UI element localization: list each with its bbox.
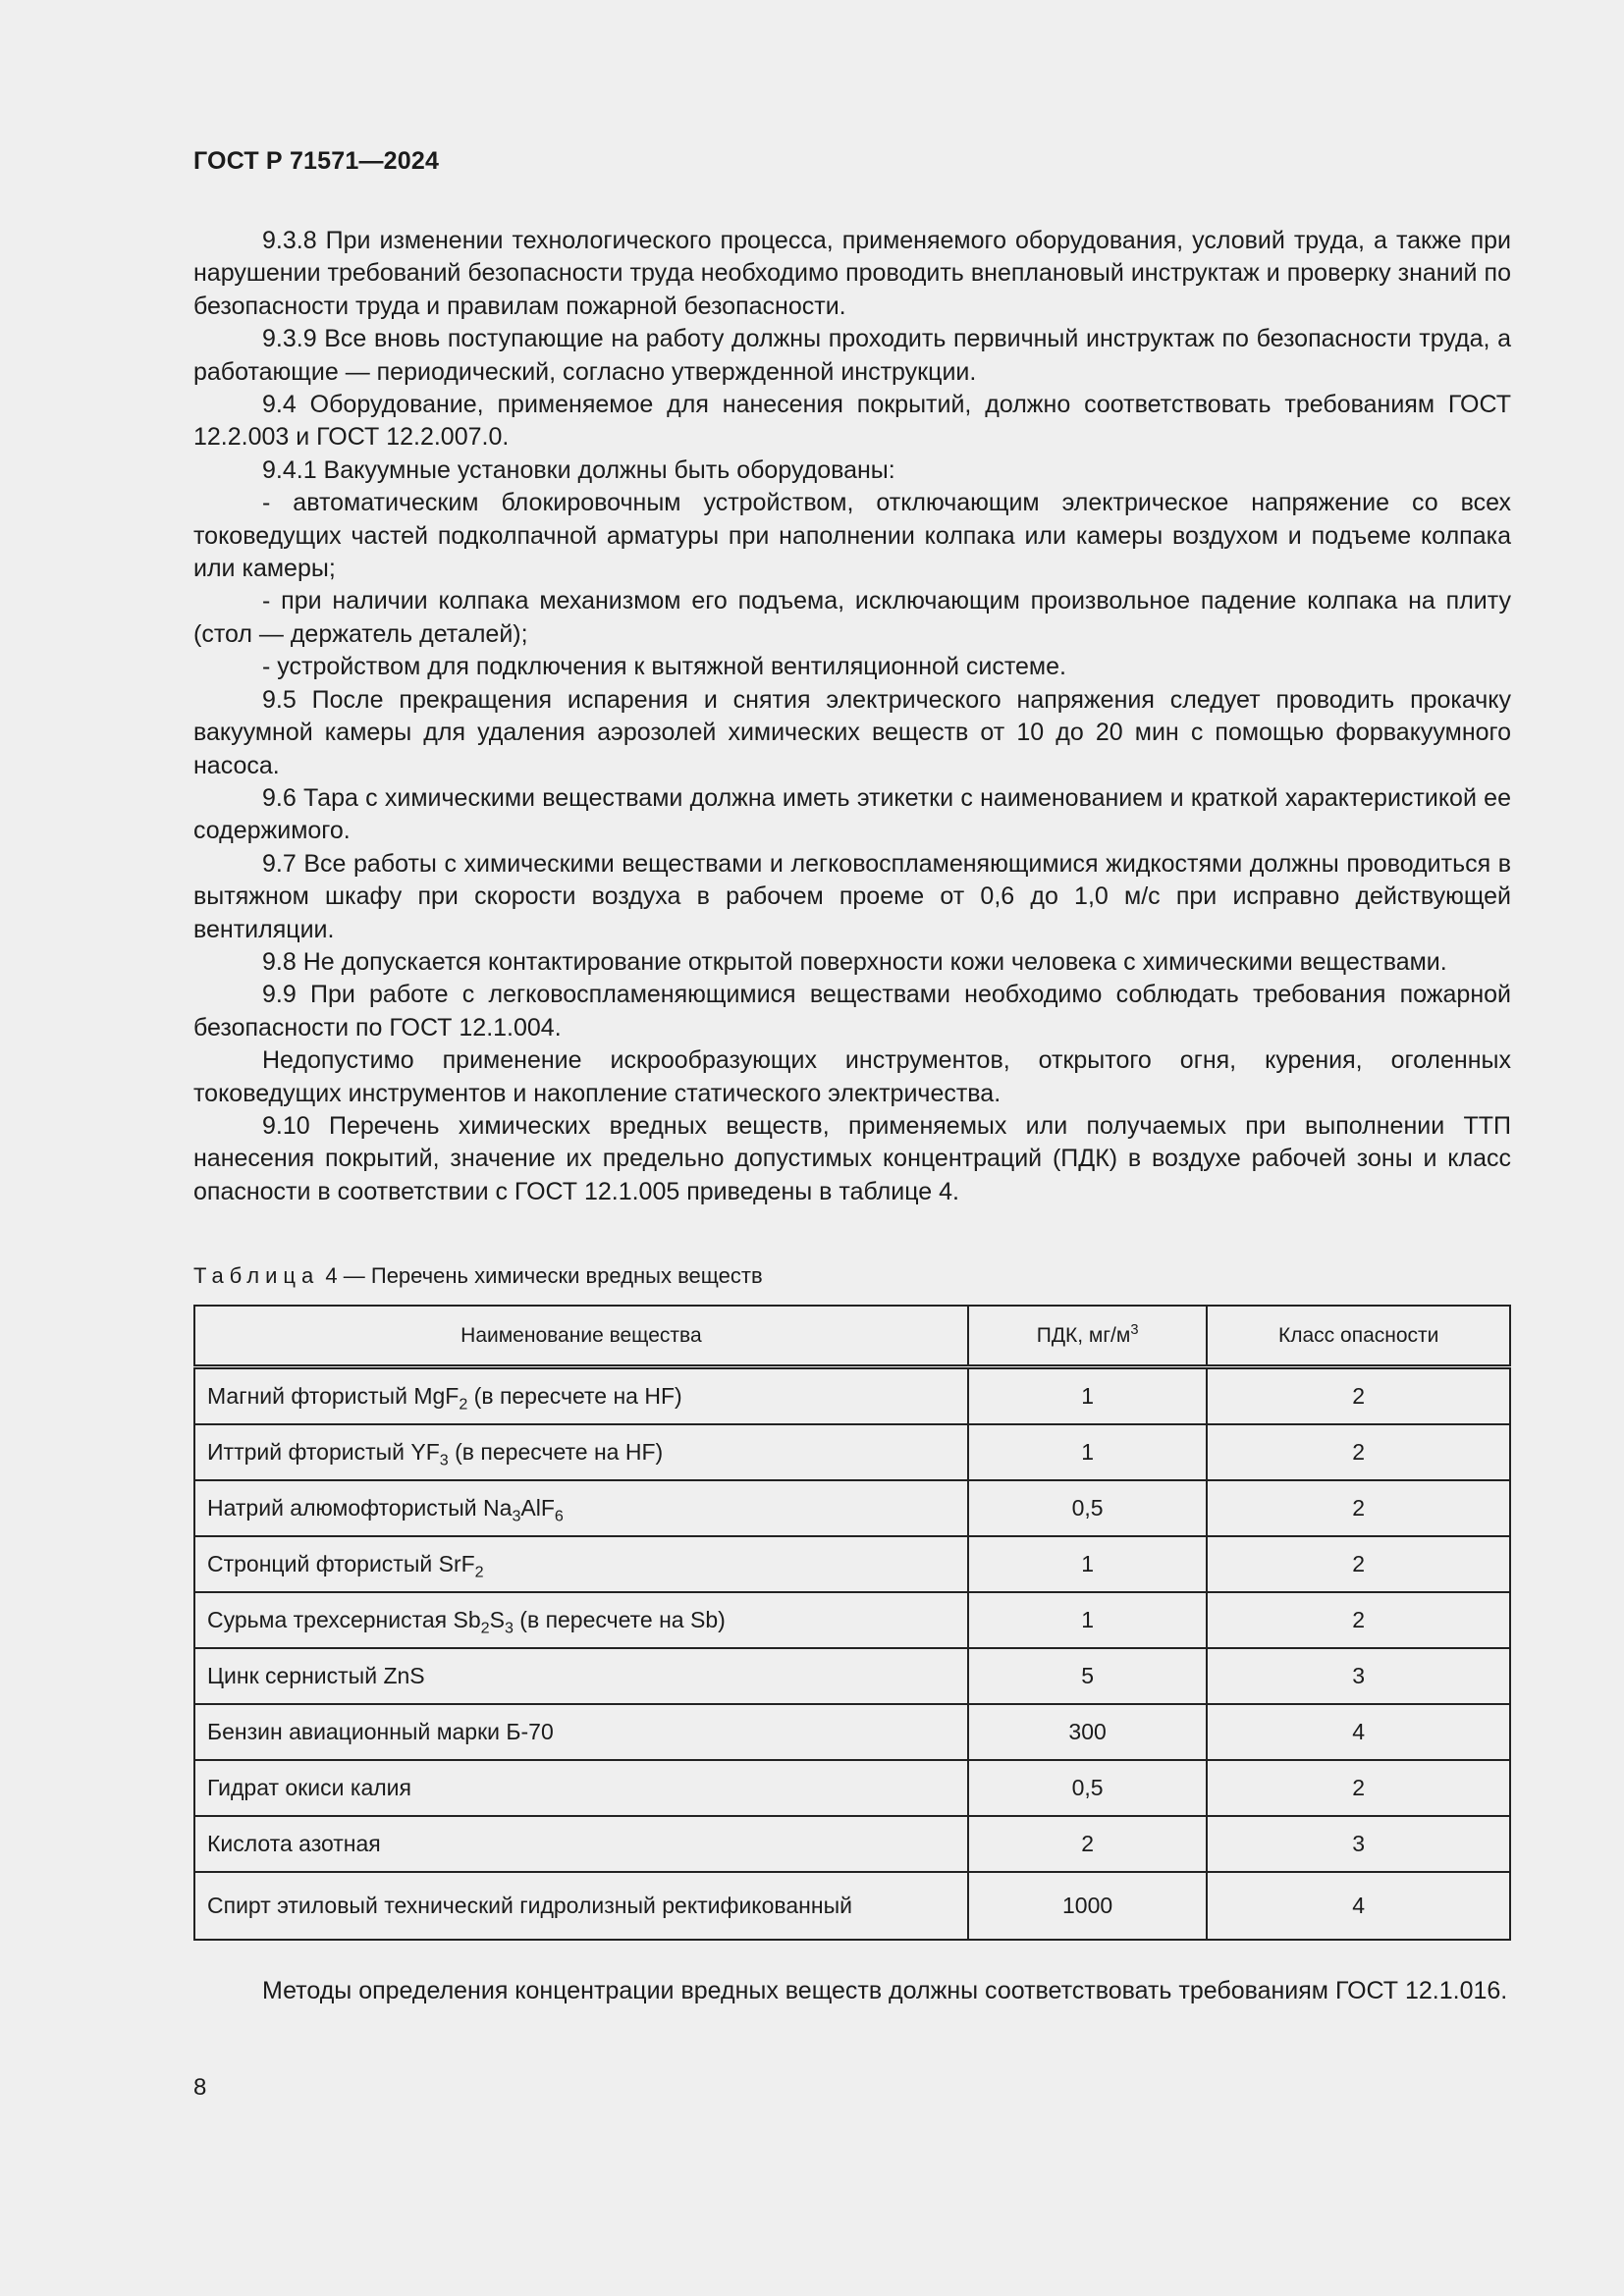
cell-substance-name: Стронций фтористый SrF$_2$: [194, 1536, 968, 1592]
cell-substance-name: Кислота азотная: [194, 1816, 968, 1872]
cell-pdk: 1000: [968, 1872, 1208, 1940]
table-row: [194, 1367, 1510, 1425]
substances-table: [193, 1305, 1511, 1941]
header-pdk: ПДК, $мг/м^3$: [968, 1306, 1208, 1367]
table-row: [194, 1480, 1510, 1536]
cell-pdk: 1: [968, 1424, 1208, 1480]
cell-hazard-class: 2: [1207, 1592, 1510, 1648]
body-text: [193, 225, 1511, 1208]
cell-pdk: 1: [968, 1367, 1208, 1425]
header-hazard-class: Класс опасности: [1207, 1306, 1510, 1367]
paragraph: 9.7 Все работы с химическими веществами и легковоспламеняющимися жидкостями должны проводиться в вытяжном шкафу при скорости воздуха в рабочем проеме от 0,6 до 1,0 м/с при исправно действующей вентиляции.: [193, 849, 1511, 943]
cell-hazard-class: 2: [1207, 1480, 1510, 1536]
cell-substance-name: Иттрий фтористый $YF_3$ (в пересчете на HF): [194, 1424, 968, 1480]
paragraph: 9.3.9 Все вновь поступающие на работу должны проходить первичный инструктаж по безопасности труда, а работающие — периодический, согласно утвержденной инструкции.: [193, 325, 1511, 386]
paragraph: 9.10 Перечень химических вредных веществ, применяемых или получаемых при выполнении ТТП нанесения покрытий, значение их предельно допустимых концентраций (ПДК) в воздухе рабочей зоны и класс опасности в соответствии с ГОСТ 12.1.005 приведены в таблице 4.: [193, 1111, 1511, 1205]
table-row: [194, 1648, 1510, 1704]
paragraph: 9.6 Тара с химическими веществами должна иметь этикетки с наименованием и краткой характеристикой ее содержимого.: [193, 783, 1511, 845]
cell-pdk: 300: [968, 1704, 1208, 1760]
table-row: [194, 1536, 1510, 1592]
table-caption-word: Таблица: [193, 1263, 320, 1288]
cell-hazard-class: 2: [1207, 1536, 1510, 1592]
table-row: [194, 1872, 1510, 1940]
table-row: [194, 1760, 1510, 1816]
cell-substance-name: Спирт этиловый технический гидролизный ректификованный: [194, 1872, 968, 1940]
cell-substance-name: Гидрат окиси калия: [194, 1760, 968, 1816]
cell-hazard-class: 3: [1207, 1648, 1510, 1704]
cell-hazard-class: 4: [1207, 1872, 1510, 1940]
cell-substance-name: Бензин авиационный марки Б-70: [194, 1704, 968, 1760]
cell-hazard-class: 2: [1207, 1424, 1510, 1480]
cell-substance-name: Натрий алюмофтористый $Na_3AlF_6$: [194, 1480, 968, 1536]
closing-text: [193, 1975, 1511, 2007]
paragraph: - устройством для подключения к вытяжной вентиляционной системе.: [262, 653, 1066, 681]
cell-hazard-class: 3: [1207, 1816, 1510, 1872]
closing-paragraph: Методы определения концентрации вредных веществ должны соответствовать требованиям ГОСТ 12.1.016.: [262, 1977, 1508, 2004]
cell-hazard-class: 2: [1207, 1760, 1510, 1816]
table-header-row: [194, 1306, 1510, 1367]
paragraph: 9.5 После прекращения испарения и снятия электрического напряжения следует проводить прокачку вакуумной камеры для удаления аэрозолей химических веществ от 10 до 20 мин с помощью форвакуумного насоса.: [193, 685, 1511, 779]
cell-hazard-class: 2: [1207, 1367, 1510, 1425]
paragraph: 9.3.8 При изменении технологического процесса, применяемого оборудования, условий труда, а также при нарушении требований безопасности труда необходимо проводить внеплановый инструктаж и проверку знаний по безопасности труда и правилам пожарной безопасности.: [193, 227, 1511, 320]
document-code-header: ГОСТ Р 71571—2024: [193, 147, 440, 175]
header-substance-name: Наименование вещества: [194, 1306, 968, 1367]
paragraph: 9.8 Не допускается контактирование открытой поверхности кожи человека с химическими веществами.: [262, 947, 1447, 976]
cell-substance-name: Цинк сернистый ZnS: [194, 1648, 968, 1704]
table-caption-title: — Перечень химически вредных веществ: [343, 1263, 763, 1288]
table-row: [194, 1816, 1510, 1872]
paragraph: - при наличии колпака механизмом его подъема, исключающим произвольное падение колпака на плиту (стол — держатель деталей);: [193, 587, 1511, 648]
paragraph: 9.4.1 Вакуумные установки должны быть оборудованы:: [262, 455, 895, 484]
table-caption: [193, 1263, 763, 1289]
table-row: [194, 1424, 1510, 1480]
cell-pdk: 0,5: [968, 1760, 1208, 1816]
cell-pdk: 5: [968, 1648, 1208, 1704]
table-row: [194, 1592, 1510, 1648]
cell-pdk: 0,5: [968, 1480, 1208, 1536]
paragraph: Недопустимо применение искрообразующих инструментов, открытого огня, курения, оголенных токоведущих инструментов и накопление статического электричества.: [193, 1046, 1511, 1107]
cell-pdk: 2: [968, 1816, 1208, 1872]
cell-hazard-class: 4: [1207, 1704, 1510, 1760]
paragraph: - автоматическим блокировочным устройством, отключающим электрическое напряжение со всех токоведущих частей подколпачной арматуры при наполнении колпака или камеры воздухом и подъеме колпака или камеры;: [193, 489, 1511, 583]
cell-substance-name: Магний фтористый MgF$_2$ (в пересчете на HF): [194, 1367, 968, 1425]
table-row: [194, 1704, 1510, 1760]
table-caption-number: 4: [325, 1263, 338, 1288]
paragraph: 9.9 При работе с легковоспламеняющимися веществами необходимо соблюдать требования пожарной безопасности по ГОСТ 12.1.004.: [193, 981, 1511, 1041]
paragraph: 9.4 Оборудование, применяемое для нанесения покрытий, должно соответствовать требованиям ГОСТ 12.2.003 и ГОСТ 12.2.007.0.: [193, 391, 1511, 452]
page-number: 8: [193, 2074, 207, 2101]
cell-substance-name: Сурьма трехсернистая $Sb_2S_3$ (в пересчете на Sb): [194, 1592, 968, 1648]
cell-pdk: 1: [968, 1536, 1208, 1592]
cell-pdk: 1: [968, 1592, 1208, 1648]
